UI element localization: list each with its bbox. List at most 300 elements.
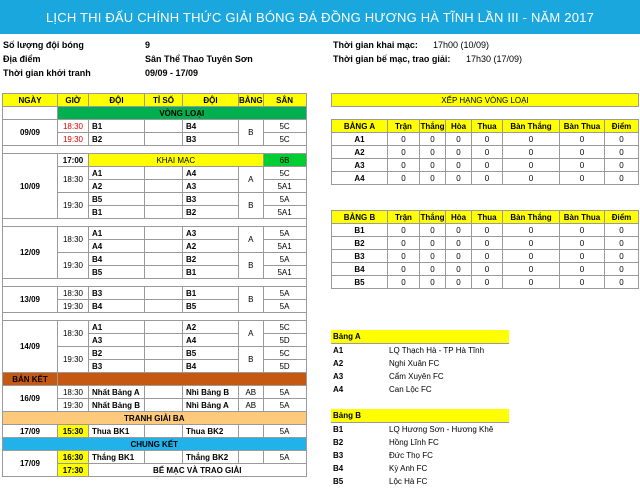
table-cell: 0 xyxy=(503,224,560,237)
table-cell: 0 xyxy=(420,263,446,276)
col-losses: Thua xyxy=(472,211,503,224)
table-row xyxy=(3,386,307,399)
teams-count-value: 9 xyxy=(145,40,151,50)
team-cell: B3 xyxy=(89,360,145,373)
table-cell: 0 xyxy=(472,146,503,159)
be-mac-label: BẾ MẠC VÀ TRAO GIẢI xyxy=(89,464,307,477)
team-code: B5 xyxy=(332,276,388,289)
table-row xyxy=(332,224,639,237)
col-losses: Thua xyxy=(472,120,503,133)
team-cell: B3 xyxy=(183,193,239,206)
venue-label: Địa điểm xyxy=(3,54,41,64)
team-cell: Thắng BK2 xyxy=(183,451,239,464)
table-cell: 0 xyxy=(605,172,639,185)
table-row xyxy=(3,425,307,438)
empty-cell xyxy=(3,313,307,321)
table-row xyxy=(332,146,639,159)
list-item xyxy=(331,436,509,449)
time-cell: 19:30 xyxy=(58,300,89,313)
col-score: TỈ SỐ xyxy=(145,94,183,107)
time-cell: 18:30 xyxy=(58,227,89,253)
date-cell: 13/09 xyxy=(3,287,58,313)
field-cell: 5C xyxy=(263,347,306,360)
date-cell: 10/09 xyxy=(3,154,58,219)
table-cell: 0 xyxy=(605,263,639,276)
ranking-group-b xyxy=(331,210,639,289)
team-cell: A4 xyxy=(183,167,239,180)
table-cell: 0 xyxy=(560,159,605,172)
time-cell: 15:30 xyxy=(58,425,89,438)
score-cell[interactable] xyxy=(145,451,183,464)
table-cell: 0 xyxy=(560,263,605,276)
table-cell: 0 xyxy=(420,159,446,172)
table-cell: 0 xyxy=(472,159,503,172)
group-cell: A xyxy=(239,321,264,347)
page-title: LỊCH THI ĐẤU CHÍNH THỨC GIẢI BÓNG ĐÁ ĐỒNG HƯƠNG HÀ TĨNH LẦN III - NĂM 2017 xyxy=(0,0,640,34)
team-cell: B5 xyxy=(89,266,145,279)
field-cell: 5A xyxy=(263,300,306,313)
table-cell: 0 xyxy=(446,146,472,159)
team-cell: Thắng BK1 xyxy=(89,451,145,464)
team-cell: A4 xyxy=(183,334,239,347)
team-cell: Nhì Bảng B xyxy=(183,386,239,399)
table-row xyxy=(331,409,509,423)
col-team2: ĐỘI xyxy=(183,94,239,107)
team-list-a xyxy=(331,330,509,396)
opening-time-value: 17h00 (10/09) xyxy=(433,40,490,50)
table-cell: 0 xyxy=(420,172,446,185)
table-cell: 0 xyxy=(446,276,472,289)
table-cell: 0 xyxy=(472,263,503,276)
khai-mac-field: 6B xyxy=(263,154,306,167)
time-cell: 19:30 xyxy=(58,347,89,373)
table-cell: 0 xyxy=(446,237,472,250)
team-cell: B2 xyxy=(183,206,239,219)
table-cell: 0 xyxy=(472,237,503,250)
table-row xyxy=(332,159,639,172)
col-points: Điểm xyxy=(605,211,639,224)
score-cell[interactable] xyxy=(145,253,183,266)
table-cell: Nghi Xuân FC xyxy=(389,359,440,368)
table-cell: A3 xyxy=(333,372,344,381)
table-cell: 0 xyxy=(503,250,560,263)
table-row xyxy=(3,438,307,451)
opening-time-label: Thời gian khai mạc: xyxy=(333,40,418,50)
list-item xyxy=(331,475,509,488)
col-goals-for: Bàn Thắng xyxy=(503,211,560,224)
table-cell: 0 xyxy=(420,146,446,159)
table-cell: 0 xyxy=(388,146,420,159)
col-matches: Trận xyxy=(388,120,420,133)
stage-tranh-giai-ba: TRANH GIẢI BA xyxy=(3,412,307,425)
field-cell: 5C xyxy=(263,120,306,133)
group-cell: B xyxy=(239,193,264,219)
date-cell: 17/09 xyxy=(3,425,58,438)
score-cell[interactable] xyxy=(145,167,183,180)
group-cell: B xyxy=(239,253,264,279)
col-draws: Hòa xyxy=(446,211,472,224)
team-cell: B1 xyxy=(183,266,239,279)
table-row xyxy=(332,94,639,107)
col-wins: Thắng xyxy=(420,212,445,222)
empty-cell xyxy=(58,373,307,386)
score-cell[interactable] xyxy=(145,133,183,146)
table-cell: B4 xyxy=(333,464,344,473)
time-cell: 18:30 xyxy=(58,321,89,347)
score-cell[interactable] xyxy=(145,227,183,240)
score-cell[interactable] xyxy=(145,347,183,360)
date-cell: 14/09 xyxy=(3,321,58,373)
table-cell: B1 xyxy=(333,425,344,434)
table-cell: 0 xyxy=(420,224,446,237)
team-cell: A2 xyxy=(183,240,239,253)
team-cell: A2 xyxy=(183,321,239,334)
table-cell: 0 xyxy=(560,250,605,263)
score-cell[interactable] xyxy=(145,180,183,193)
table-cell: 0 xyxy=(388,172,420,185)
team-cell: B3 xyxy=(89,287,145,300)
col-date: NGÀY xyxy=(3,94,58,107)
table-cell: Hồng Lĩnh FC xyxy=(389,438,439,447)
col-group: BẢNG xyxy=(239,95,263,105)
field-cell: 5A xyxy=(263,193,306,206)
table-cell: 0 xyxy=(388,159,420,172)
closing-time-value: 17h30 (17/09) xyxy=(466,54,523,64)
table-row xyxy=(3,120,307,133)
table-row xyxy=(332,263,639,276)
table-row xyxy=(3,412,307,425)
table-row xyxy=(3,279,307,287)
field-cell: 5C xyxy=(263,321,306,334)
score-cell[interactable] xyxy=(145,287,183,300)
list-item xyxy=(331,370,509,383)
empty-cell xyxy=(3,219,307,227)
field-cell: 5A xyxy=(263,425,306,438)
team-cell: B5 xyxy=(183,300,239,313)
team-list-b-title: Bảng B xyxy=(331,409,509,423)
team-code: B4 xyxy=(332,263,388,276)
team-cell: B4 xyxy=(183,360,239,373)
stage-khai-mac: KHAI MẠC xyxy=(89,154,264,167)
score-cell[interactable] xyxy=(145,321,183,334)
start-time-label: Thời gian khởi tranh xyxy=(3,68,91,78)
time-cell: 18:30 xyxy=(58,120,89,133)
field-cell: 5A xyxy=(263,386,306,399)
table-cell: 0 xyxy=(560,224,605,237)
score-cell[interactable] xyxy=(145,399,183,412)
group-a-header: BẢNG A xyxy=(332,120,388,133)
field-cell: 5A1 xyxy=(263,180,306,193)
field-cell: 5A xyxy=(263,253,306,266)
ranking-title-table xyxy=(331,93,639,107)
table-row xyxy=(3,154,307,167)
table-cell: 0 xyxy=(472,133,503,146)
team-cell: B5 xyxy=(183,347,239,360)
table-cell: 0 xyxy=(420,250,446,263)
group-cell: B xyxy=(239,347,264,373)
stage-chung-ket: CHUNG KẾT xyxy=(3,438,307,451)
table-cell: Can Lộc FC xyxy=(389,385,432,394)
team-cell: A3 xyxy=(183,227,239,240)
closing-time-label: Thời gian bế mạc, trao giải: xyxy=(333,54,451,64)
team-code: A4 xyxy=(332,172,388,185)
table-cell: Lộc Hà FC xyxy=(389,477,428,486)
table-cell: 0 xyxy=(560,276,605,289)
field-cell: 5C xyxy=(263,133,306,146)
group-cell: A xyxy=(239,167,264,193)
score-cell[interactable] xyxy=(145,266,183,279)
team-cell: B4 xyxy=(89,253,145,266)
table-cell: 0 xyxy=(503,159,560,172)
table-cell: 0 xyxy=(503,263,560,276)
table-cell: 0 xyxy=(605,133,639,146)
score-cell[interactable] xyxy=(145,193,183,206)
date-cell: 12/09 xyxy=(3,227,58,279)
table-cell: 0 xyxy=(503,146,560,159)
table-cell: 0 xyxy=(605,146,639,159)
table-cell: LQ Hương Sơn - Hương Khê xyxy=(389,425,494,434)
table-cell: 0 xyxy=(503,237,560,250)
table-row xyxy=(3,451,307,464)
time-cell: 19:30 xyxy=(58,133,89,146)
table-cell: 0 xyxy=(503,172,560,185)
col-goals-against: Bàn Thua xyxy=(560,211,605,224)
team-cell: B4 xyxy=(183,120,239,133)
table-cell: 0 xyxy=(560,237,605,250)
list-item xyxy=(331,344,509,358)
empty-cell xyxy=(3,146,307,154)
list-item xyxy=(331,449,509,462)
col-draws: Hòa xyxy=(446,120,472,133)
list-item xyxy=(331,462,509,475)
field-cell: 5A1 xyxy=(263,240,306,253)
field-cell: 5A xyxy=(263,227,306,240)
time-cell: 18:30 xyxy=(58,386,89,399)
table-cell: 0 xyxy=(388,237,420,250)
table-cell: 0 xyxy=(472,224,503,237)
empty-cell xyxy=(3,107,58,120)
table-row xyxy=(3,287,307,300)
stage-ban-ket: BÁN KẾT xyxy=(3,373,58,386)
table-cell: 0 xyxy=(388,133,420,146)
team-cell: B1 xyxy=(89,206,145,219)
table-row xyxy=(3,227,307,240)
table-cell: 0 xyxy=(605,250,639,263)
team-cell: A2 xyxy=(89,180,145,193)
table-cell: B2 xyxy=(333,438,344,447)
team-cell: B3 xyxy=(183,133,239,146)
team-code: A3 xyxy=(332,159,388,172)
team-code: B1 xyxy=(332,224,388,237)
table-cell: 0 xyxy=(420,133,446,146)
table-row xyxy=(3,219,307,227)
table-cell: 0 xyxy=(560,146,605,159)
team-cell: A3 xyxy=(183,180,239,193)
list-item xyxy=(331,423,509,437)
table-cell: 0 xyxy=(420,276,446,289)
team-cell: A1 xyxy=(89,321,145,334)
group-cell: A xyxy=(239,227,264,253)
teams-count-label: Số lượng đội bóng xyxy=(3,40,84,50)
time-cell: 19:30 xyxy=(58,193,89,219)
table-cell: A2 xyxy=(333,359,344,368)
score-cell[interactable] xyxy=(145,360,183,373)
group-cell: B xyxy=(239,120,264,146)
start-time-value: 09/09 - 17/09 xyxy=(145,68,199,78)
table-cell: 0 xyxy=(446,250,472,263)
field-cell: 5A1 xyxy=(263,206,306,219)
list-item xyxy=(331,357,509,370)
table-cell: 0 xyxy=(388,276,420,289)
table-row xyxy=(331,330,509,344)
team-cell: B5 xyxy=(89,193,145,206)
table-cell: 0 xyxy=(503,133,560,146)
table-row xyxy=(332,211,639,224)
team-cell: B4 xyxy=(89,300,145,313)
team-cell: B2 xyxy=(183,253,239,266)
be-mac-time: 17:30 xyxy=(58,464,89,477)
time-cell: 19:30 xyxy=(58,253,89,279)
khai-mac-time: 17:00 xyxy=(58,154,89,167)
table-cell: 0 xyxy=(446,224,472,237)
col-field: SÂN xyxy=(263,94,306,107)
list-item xyxy=(331,383,509,396)
schedule-table xyxy=(2,93,307,477)
team-cell: Nhì Bảng A xyxy=(183,399,239,412)
table-row xyxy=(332,120,639,133)
table-cell: Kỳ Anh FC xyxy=(389,464,428,473)
schedule-header-row xyxy=(3,94,307,107)
table-cell: 0 xyxy=(605,237,639,250)
table-cell: A1 xyxy=(333,346,344,355)
table-row xyxy=(332,250,639,263)
table-cell: B3 xyxy=(333,451,344,460)
field-cell: 5D xyxy=(263,334,306,347)
table-cell: 0 xyxy=(472,250,503,263)
table-cell: 0 xyxy=(605,276,639,289)
team-cell: Nhất Bảng B xyxy=(89,399,145,412)
team-cell: Thua BK1 xyxy=(89,425,145,438)
empty-cell xyxy=(239,451,264,464)
table-cell: 0 xyxy=(605,224,639,237)
team-cell: B2 xyxy=(89,133,145,146)
col-goals-for: Bàn Thắng xyxy=(503,120,560,133)
table-cell: Cẩm Xuyên FC xyxy=(389,372,444,381)
table-cell: 0 xyxy=(388,224,420,237)
table-cell: 0 xyxy=(472,276,503,289)
score-cell[interactable] xyxy=(145,425,183,438)
team-cell: A4 xyxy=(89,240,145,253)
team-cell: B2 xyxy=(89,347,145,360)
score-cell[interactable] xyxy=(145,386,183,399)
table-cell: 0 xyxy=(420,237,446,250)
field-cell: 5A xyxy=(263,451,306,464)
table-cell: 0 xyxy=(560,172,605,185)
col-matches: Trận xyxy=(388,211,420,224)
score-cell[interactable] xyxy=(145,120,183,133)
col-team1: ĐỘI xyxy=(89,94,145,107)
venue-value: Sân Thể Thao Tuyên Sơn xyxy=(145,54,253,64)
table-row xyxy=(3,321,307,334)
score-cell[interactable] xyxy=(145,300,183,313)
team-cell: A3 xyxy=(89,334,145,347)
col-points: Điểm xyxy=(605,120,639,133)
table-row xyxy=(3,146,307,154)
table-cell: 0 xyxy=(472,172,503,185)
table-row xyxy=(332,172,639,185)
ranking-title: XẾP HẠNG VÒNG LOẠI xyxy=(332,94,639,107)
field-cell: 5C xyxy=(263,167,306,180)
table-cell: 0 xyxy=(560,133,605,146)
field-cell: 5A1 xyxy=(263,266,306,279)
score-cell[interactable] xyxy=(145,334,183,347)
date-cell: 16/09 xyxy=(3,386,58,412)
table-cell: 0 xyxy=(446,133,472,146)
team-cell: B1 xyxy=(183,287,239,300)
team-code: A1 xyxy=(332,133,388,146)
field-cell: 5A xyxy=(263,287,306,300)
team-cell: Thua BK2 xyxy=(183,425,239,438)
date-cell: 09/09 xyxy=(3,120,58,146)
table-row xyxy=(332,276,639,289)
table-cell: LQ Thạch Hà - TP Hà Tĩnh xyxy=(389,346,485,355)
score-cell[interactable] xyxy=(145,240,183,253)
table-row xyxy=(3,373,307,386)
col-goals-against: Bàn Thua xyxy=(560,120,605,133)
table-row xyxy=(3,313,307,321)
stage-vong-loai: VÒNG LOẠI xyxy=(58,107,307,120)
table-row xyxy=(332,237,639,250)
team-code: B3 xyxy=(332,250,388,263)
team-list-a-title: Bảng A xyxy=(331,330,509,344)
empty-cell xyxy=(239,425,264,438)
team-code: B2 xyxy=(332,237,388,250)
time-cell: 18:30 xyxy=(58,167,89,193)
table-cell: 0 xyxy=(503,276,560,289)
field-cell: 5A xyxy=(263,399,306,412)
time-cell: 18:30 xyxy=(58,287,89,300)
table-cell: 0 xyxy=(388,263,420,276)
team-cell: Nhất Bảng A xyxy=(89,386,145,399)
team-cell: A1 xyxy=(89,227,145,240)
table-cell: 0 xyxy=(388,250,420,263)
team-code: A2 xyxy=(332,146,388,159)
time-cell: 19:30 xyxy=(58,399,89,412)
col-wins: Thắng xyxy=(420,121,445,131)
score-cell[interactable] xyxy=(145,206,183,219)
table-cell: 0 xyxy=(605,159,639,172)
group-b-header: BẢNG B xyxy=(332,211,388,224)
field-cell: 5D xyxy=(263,360,306,373)
ranking-group-a xyxy=(331,119,639,185)
group-cell: AB xyxy=(239,399,264,412)
team-list-b xyxy=(331,409,509,488)
table-cell: 0 xyxy=(446,263,472,276)
col-time: GIỜ xyxy=(58,94,89,107)
table-row xyxy=(3,107,307,120)
team-cell: B1 xyxy=(89,120,145,133)
table-cell: Đức Thọ FC xyxy=(389,451,433,460)
team-cell: A1 xyxy=(89,167,145,180)
table-cell: 0 xyxy=(446,172,472,185)
date-cell: 17/09 xyxy=(3,451,58,477)
table-cell: A4 xyxy=(333,385,344,394)
table-cell: B5 xyxy=(333,477,344,486)
table-row xyxy=(332,133,639,146)
empty-cell xyxy=(3,279,307,287)
group-cell: AB xyxy=(239,386,264,399)
group-cell: B xyxy=(239,287,264,313)
